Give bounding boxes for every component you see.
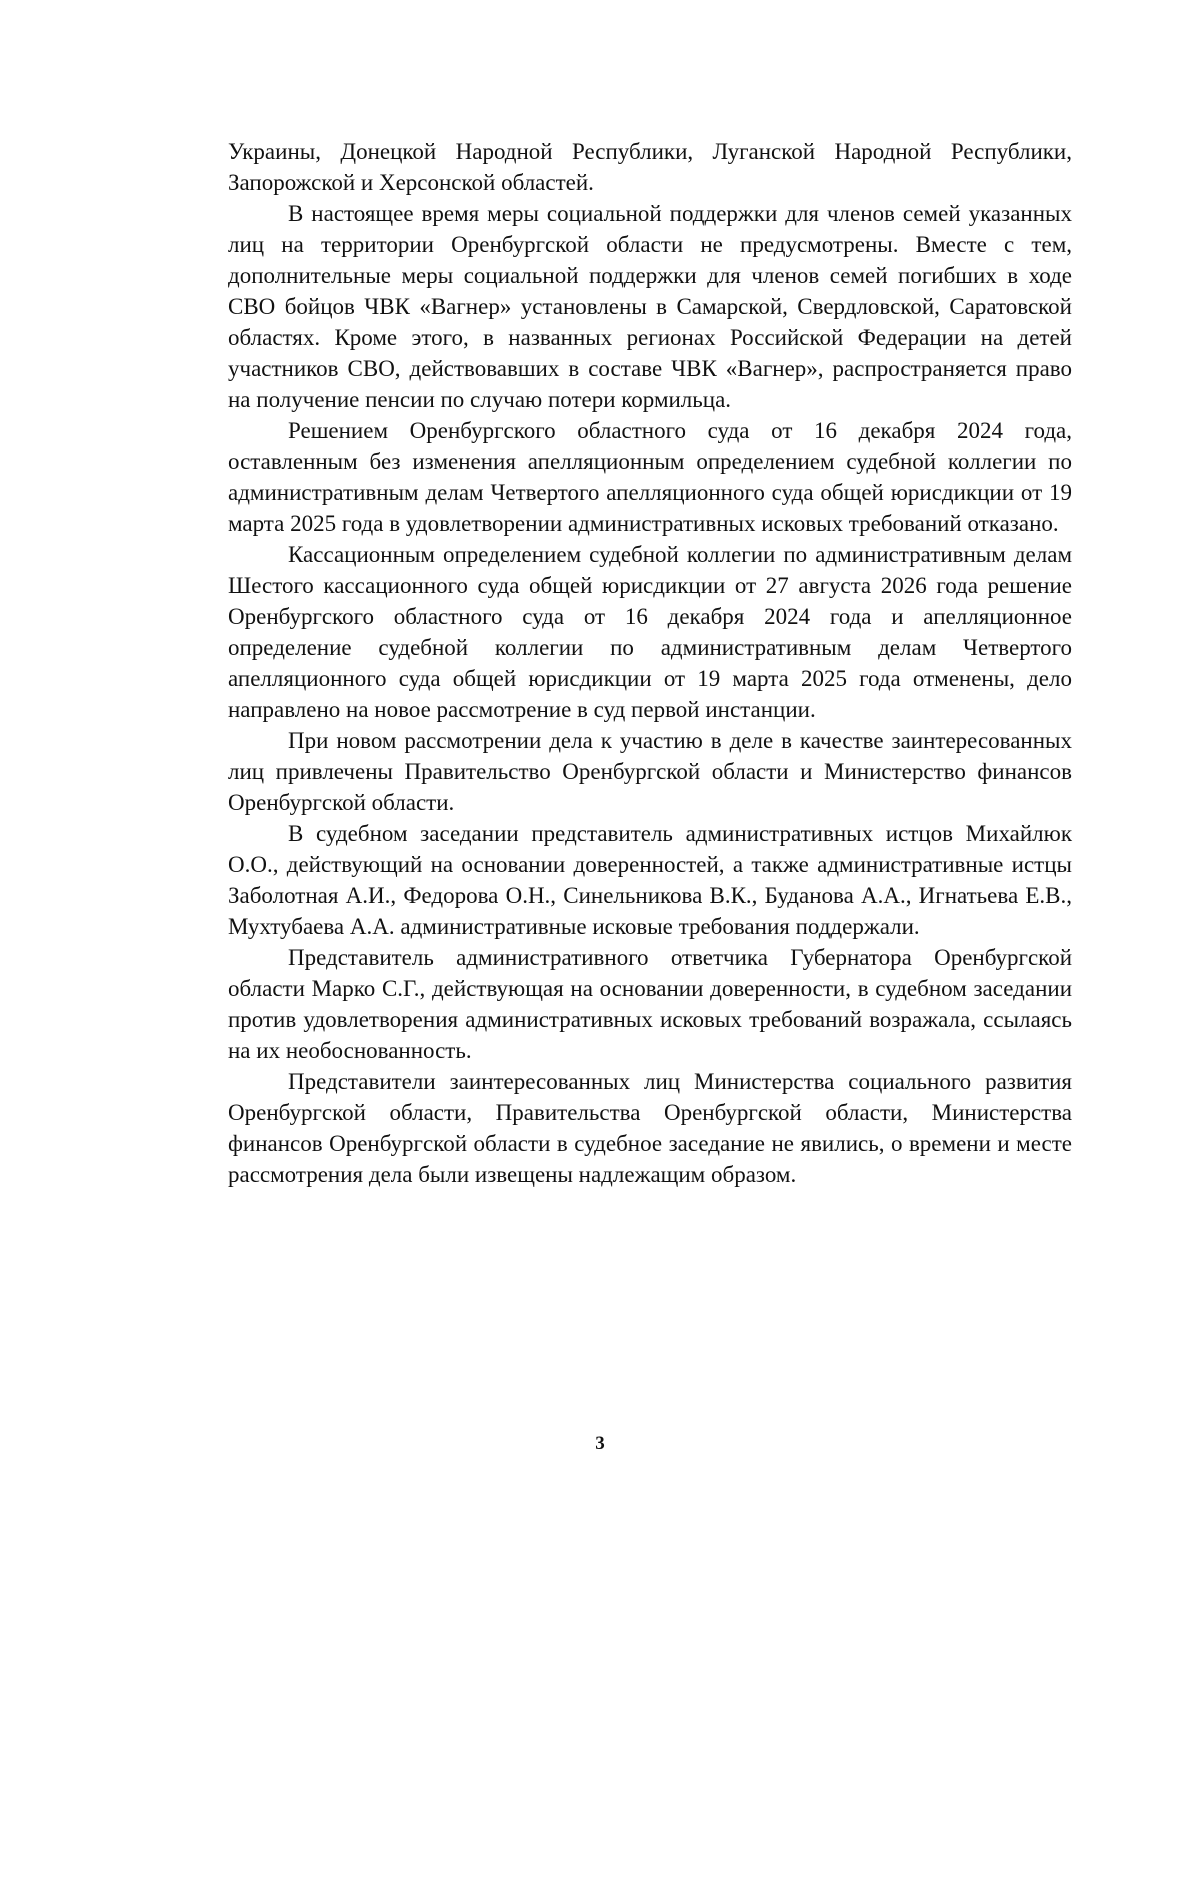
paragraph-regional-court-decision: Решением Оренбургского областного суда от 16 декабря 2024 года, оставленным без изменения апелляционным определением судебной коллегии по административным делам Четвертого апелляционного суда общей юрисдикции от 19 марта 2025 года в удовлетворении административных исковых требований отказано. (228, 418, 1072, 536)
paragraph-plaintiffs-position: В судебном заседании представитель административных истцов Михайлюк О.О., действующий на основании доверенностей, а также административные истцы Заболотная А.И., Федорова О.Н., Синельникова В.К., Буданова А.А., Игнатьева Е.В., Мухтубаева А.А. административные исковые требования поддержали. (228, 821, 1072, 939)
paragraph-social-support: В настоящее время меры социальной поддержки для членов семей указанных лиц на территории Оренбургской области не предусмотрены. Вместе с тем, дополнительные меры социальной поддержки для членов семей погибших в ходе СВО бойцов ЧВК «Вагнер» установлены в Самарской, Свердловской, Саратовской областях. Кроме этого, в названных регионах Российской Федерации на детей участников СВО, действовавших в составе ЧВК «Вагнер», распространяется право на получение пенсии по случаю потери кормильца. (228, 201, 1072, 412)
document-body (228, 136, 1072, 1190)
paragraph-interested-parties: При новом рассмотрении дела к участию в деле в качестве заинтересованных лиц привлечены Правительство Оренбургской области и Министерство финансов Оренбургской области. (228, 728, 1072, 815)
paragraph-cassation-ruling: Кассационным определением судебной коллегии по административным делам Шестого кассационного суда общей юрисдикции от 27 августа 2026 года решение Оренбургского областного суда от 16 декабря 2024 года и апелляционное определение судебной коллегии по административным делам Четвертого апелляционного суда общей юрисдикции от 19 марта 2025 года отменены, дело направлено на новое рассмотрение в суд первой инстанции. (228, 542, 1072, 722)
page-number: 3 (595, 1433, 605, 1454)
paragraph-defendant-position: Представитель административного ответчика Губернатора Оренбургской области Марко С.Г., действующая на основании доверенности, в судебном заседании против удовлетворения административных исковых требований возражала, ссылаясь на их необоснованность. (228, 945, 1072, 1063)
paragraph-absent-representatives: Представители заинтересованных лиц Министерства социального развития Оренбургской области, Правительства Оренбургской области, Министерства финансов Оренбургской области в судебное заседание не явились, о времени и месте рассмотрения дела были извещены надлежащим образом. (228, 1069, 1072, 1187)
paragraph-continuation: Украины, Донецкой Народной Республики, Луганской Народной Республики, Запорожской и Херсонской областей. (228, 139, 1072, 195)
